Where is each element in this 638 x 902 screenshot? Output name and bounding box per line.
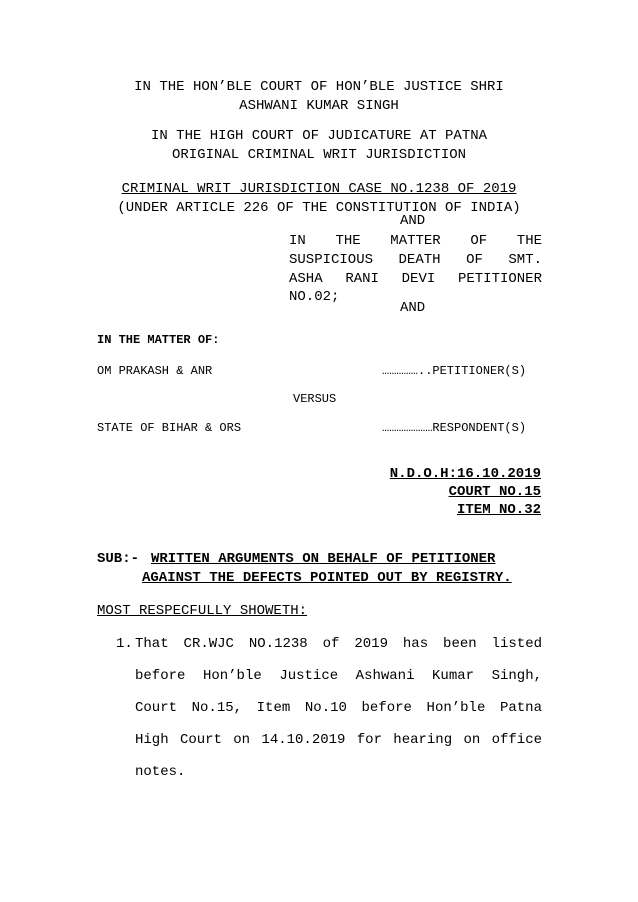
subject-line-2: AGAINST THE DEFECTS POINTED OUT BY REGISTRY. bbox=[142, 570, 512, 586]
versus-label: VERSUS bbox=[293, 392, 337, 406]
court-title-line-3: IN THE HIGH COURT OF JUDICATURE AT PATNA bbox=[150, 128, 488, 144]
matter-line-1: IN THE MATTER OF THE bbox=[289, 233, 542, 249]
paragraph-1-line-5: notes. bbox=[135, 764, 186, 780]
article-reference: (UNDER ARTICLE 226 OF THE CONSTITUTION OF INDIA) bbox=[117, 200, 521, 216]
respondent-name: STATE OF BIHAR & ORS bbox=[97, 421, 242, 435]
respondent-role: …………………RESPONDENT(S) bbox=[382, 421, 527, 435]
paragraph-1-line-2: before Hon’ble Justice Ashwani Kumar Singh, bbox=[135, 668, 542, 684]
court-title-line-1: IN THE HON’BLE COURT OF HON’BLE JUSTICE SHRI bbox=[134, 79, 504, 95]
in-the-matter-heading: IN THE MATTER OF: bbox=[97, 333, 220, 347]
court-number: COURT NO.15 bbox=[448, 484, 541, 500]
matter-line-4: NO.02; bbox=[289, 289, 340, 305]
case-number: CRIMINAL WRIT JURISDICTION CASE NO.1238 OF 2019 bbox=[121, 181, 517, 197]
paragraph-1-line-3: Court No.15, Item No.10 before Hon’ble Patna bbox=[135, 700, 542, 716]
court-title-line-4: ORIGINAL CRIMINAL WRIT JURISDICTION bbox=[171, 147, 467, 163]
court-title-line-2: ASHWANI KUMAR SINGH bbox=[239, 98, 399, 114]
paragraph-1-number: 1. bbox=[116, 636, 133, 652]
matter-line-2: SUSPICIOUS DEATH OF SMT. bbox=[289, 252, 542, 268]
subject-line-1: WRITTEN ARGUMENTS ON BEHALF OF PETITIONER bbox=[151, 551, 496, 567]
petitioner-name: OM PRAKASH & ANR bbox=[97, 364, 213, 378]
and-connector-2: AND bbox=[400, 300, 426, 316]
item-number: ITEM NO.32 bbox=[456, 502, 541, 518]
and-connector-1: AND bbox=[400, 213, 426, 229]
paragraph-1-line-4: High Court on 14.10.2019 for hearing on office bbox=[135, 732, 542, 748]
petitioner-role: ……………..PETITIONER(S) bbox=[382, 364, 527, 378]
ndoh-date: N.D.O.H:16.10.2019 bbox=[389, 466, 541, 482]
matter-line-3: ASHA RANI DEVI PETITIONER bbox=[289, 271, 542, 287]
salutation: MOST RESPECFULLY SHOWETH: bbox=[97, 603, 308, 619]
subject-prefix: SUB:- bbox=[97, 551, 140, 567]
paragraph-1-line-1: That CR.WJC NO.1238 of 2019 has been listed bbox=[135, 636, 542, 652]
